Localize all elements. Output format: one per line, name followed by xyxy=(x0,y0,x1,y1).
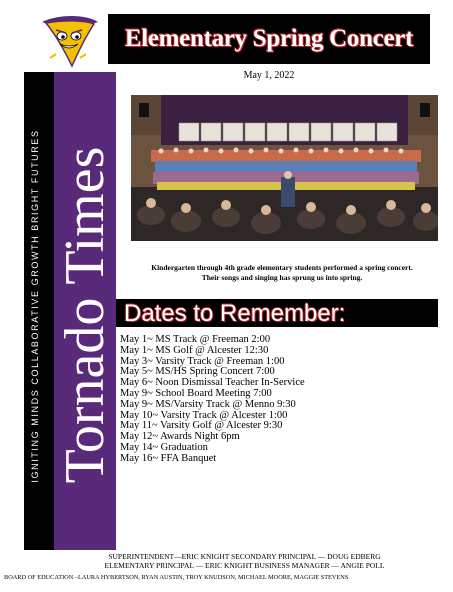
caption-line-1: Kindergarten through 4th grade elementary students performed a spring concert. xyxy=(151,263,413,272)
article-headline: Elementary Spring Concert xyxy=(124,25,414,52)
event-item: May 10~ Varsity Track @ Alcester 1:00 xyxy=(120,409,288,421)
photo-caption xyxy=(122,263,442,283)
tagline: IGNITING MINDS COLLABORATIVE GROWTH BRIGHT FUTURES xyxy=(30,129,40,483)
tornado-mascot-logo xyxy=(28,14,108,72)
issue-date: May 1, 2022 xyxy=(243,70,295,81)
event-item: May 9~ MS/Varsity Track @ Menno 9:30 xyxy=(120,398,296,410)
event-item: May 1~ MS Track @ Freeman 2:00 xyxy=(120,334,271,345)
event-item: May 11~ Varsity Golf @ Alcester 9:30 xyxy=(120,420,283,432)
concert-photo xyxy=(131,95,438,241)
masthead-title: Tornado Times xyxy=(54,146,116,484)
events-list xyxy=(120,335,305,465)
event-item: May 5~ MS/HS Spring Concert 7:00 xyxy=(120,366,275,378)
staff-line-2: ELEMENTARY PRINCIPAL — ERIC KNIGHT BUSINESS MANAGER — ANGIE POLL xyxy=(104,561,385,570)
event-item: May 16~ FFA Banquet xyxy=(120,452,217,464)
event-item: May 1~ MS Golf @ Alcester 12:30 xyxy=(120,344,269,356)
event-item: May 9~ School Board Meeting 7:00 xyxy=(120,387,272,399)
caption-line-2: Their songs and singing has sprung us into spring. xyxy=(201,273,363,282)
event-item: May 14~ Graduation xyxy=(120,441,208,453)
staff-line-1: SUPERINTENDENT—ERIC KNIGHT SECONDARY PRINCIPAL — DOUG EDBERG xyxy=(108,552,381,561)
board-of-education: BOARD OF EDUCATION –LAURA HYBERTSON, RYAN AUSTIN, TROY KNUDSON, MICHAEL MOORE, MAGGIE STEVENS xyxy=(4,574,349,581)
dates-heading: Dates to Remember: xyxy=(124,300,346,327)
event-item: May 6~ Noon Dismissal Teacher In-Service xyxy=(120,377,305,389)
event-item: May 3~ Varsity Track @ Freeman 1:00 xyxy=(120,355,285,367)
event-item: May 12~ Awards Night 6pm xyxy=(120,431,240,443)
